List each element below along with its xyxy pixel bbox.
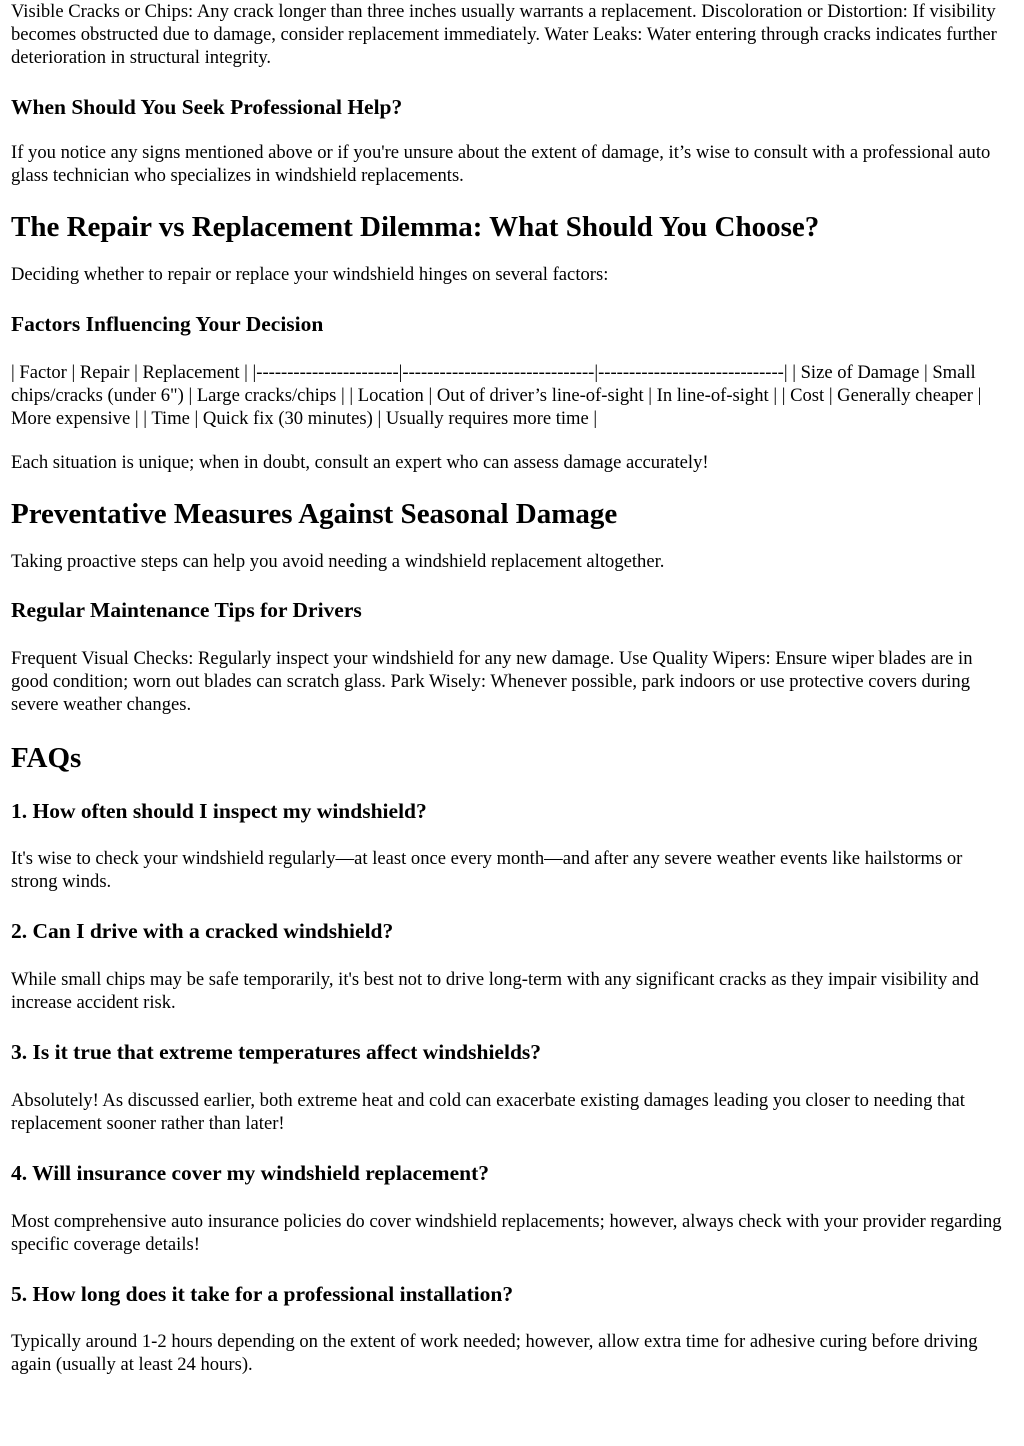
repair-vs-replacement-intro: Deciding whether to repair or replace your windshield hinges on several factors: xyxy=(11,264,609,285)
factors-table-text: | Factor | Repair | Replacement | |-----------------------|-------------------------------|------------------------------| | Size of Damage | Small chips/cracks (under 6") | Large cracks/chips | | Location | Out of driver’s line-of-sight | In line-of-sight | | Cost | Generally cheaper | More expensive | | Time | Quick fix (30 minutes) | Usually requires more time | xyxy=(11,362,982,429)
faq-question: 3. Is it true that extreme temperatures affect windshields? xyxy=(11,1040,542,1064)
faq-question: 1. How often should I inspect my windshield? xyxy=(11,799,427,823)
maintenance-tips-heading: Regular Maintenance Tips for Drivers xyxy=(11,598,362,622)
maintenance-tips-paragraph: Frequent Visual Checks: Regularly inspect your windshield for any new damage. Use Quality Wipers: Ensure wiper blades are in good condition; worn out blades can scratch glass. Park Wisely: Whenever possible, park indoors or use protective covers during severe weather changes. xyxy=(11,648,973,715)
repair-vs-replacement-closing: Each situation is unique; when in doubt, consult an expert who can assess damage accurately! xyxy=(11,452,709,473)
faq-answer: Typically around 1-2 hours depending on the extent of work needed; however, allow extra time for adhesive curing before driving again (usually at least 24 hours). xyxy=(11,1331,978,1375)
professional-help-heading: When Should You Seek Professional Help? xyxy=(11,95,403,119)
faq-answer: Most comprehensive auto insurance policies do cover windshield replacements; however, always check with your provider regarding specific coverage details! xyxy=(11,1211,1002,1255)
faq-question: 2. Can I drive with a cracked windshield? xyxy=(11,919,394,943)
faqs-heading: FAQs xyxy=(11,742,82,774)
preventative-heading: Preventative Measures Against Seasonal Damage xyxy=(11,498,618,530)
faq-question: 5. How long does it take for a professional installation? xyxy=(11,1282,514,1306)
faq-answer: It's wise to check your windshield regularly—at least once every month—and after any severe weather events like hailstorms or strong winds. xyxy=(11,848,963,892)
intro-paragraph: Visible Cracks or Chips: Any crack longer than three inches usually warrants a replacement. Discoloration or Distortion: If visibility becomes obstructed due to damage, consider replacement immediately. Water Leaks: Water entering through cracks indicates further deterioration in structural integrity. xyxy=(11,1,997,68)
faq-question: 4. Will insurance cover my windshield replacement? xyxy=(11,1161,489,1185)
repair-vs-replacement-heading: The Repair vs Replacement Dilemma: What Should You Choose? xyxy=(11,211,820,243)
professional-help-paragraph: If you notice any signs mentioned above or if you're unsure about the extent of damage, it’s wise to consult with a professional auto glass technician who specializes in windshield replacements. xyxy=(11,142,991,186)
faq-answer: While small chips may be safe temporarily, it's best not to drive long-term with any significant cracks as they impair visibility and increase accident risk. xyxy=(11,969,979,1013)
preventative-intro: Taking proactive steps can help you avoid needing a windshield replacement altogether. xyxy=(11,551,665,572)
factors-heading: Factors Influencing Your Decision xyxy=(11,312,324,336)
faq-answer: Absolutely! As discussed earlier, both extreme heat and cold can exacerbate existing damages leading you closer to needing that replacement sooner rather than later! xyxy=(11,1090,965,1134)
